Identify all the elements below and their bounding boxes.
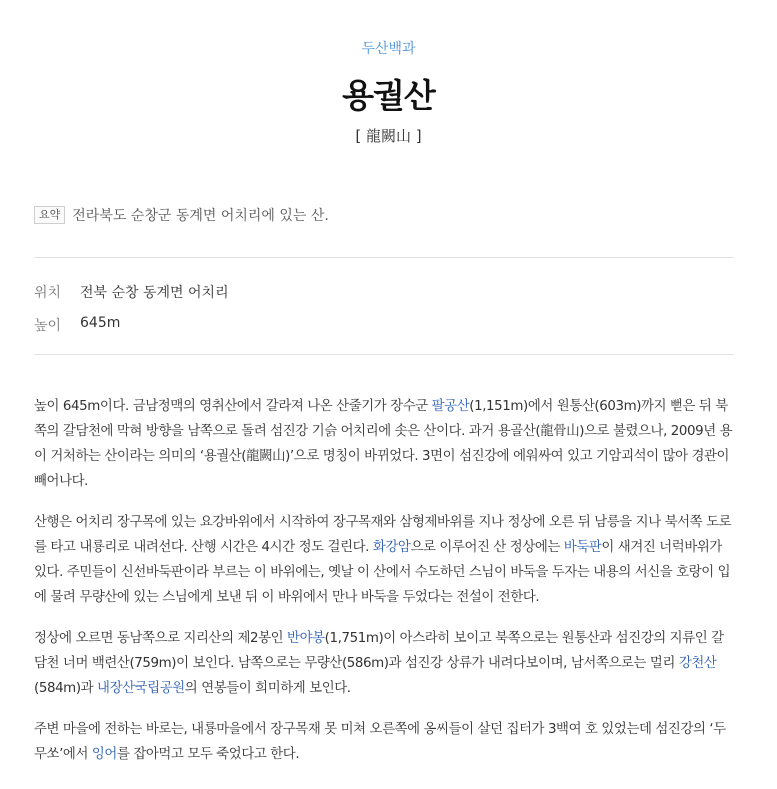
link-banyabong[interactable]: 반야봉	[287, 631, 325, 646]
info-value: 645m	[80, 315, 121, 331]
link-gangcheonsan[interactable]: 강천산	[678, 656, 717, 671]
paragraph	[34, 626, 734, 701]
link-naejangsan-park[interactable]: 내장산국립공원	[97, 681, 185, 696]
info-row-location	[34, 282, 229, 302]
text-span: 으로 이루어진 산 정상에는	[410, 540, 564, 555]
hanja-subtitle: [ 龍闕山 ]	[355, 127, 422, 145]
source-link[interactable]: 두산백과	[361, 41, 416, 57]
page-title: 용궐산	[342, 76, 435, 115]
text-span: 의 연봉들이 희미하게 보인다.	[184, 681, 351, 696]
summary-text: 전라북도 순창군 동계면 어치리에 있는 산.	[72, 208, 329, 224]
text-span: 이 새겨진 너럭바위가 있다. 주민들이 신선바둑판이라 부르는 이 바위에는, 옛날 이 산에서 수도하던 스님이 바둑을 두자는 내용의 서신을 호랑이 입에 물려 무량산에 있는 스님에게 보낸 뒤 이 바위에서 만나 바둑을 두었다는 전설이 전한다.	[34, 540, 731, 605]
divider	[34, 257, 734, 258]
paragraph	[34, 510, 734, 610]
link-baduk-board[interactable]: 바둑판	[563, 540, 602, 555]
text-span: (584m)과	[34, 681, 98, 696]
info-row-height	[34, 315, 120, 335]
info-value: 전북 순창 동계면 어치리	[80, 285, 229, 301]
info-label: 높이	[34, 318, 62, 334]
summary	[34, 205, 329, 225]
divider	[34, 354, 734, 355]
summary-badge: 요약	[34, 206, 65, 224]
link-carp[interactable]: 잉어	[91, 747, 117, 762]
text-span: 산행은 어치리 장구목에 있는 요강바위에서 시작하여 장구목재와 삼형제바위를 지나 정상에 오른 뒤 남릉을 지나 북서쪽 도로를 타고 내룡리로 내려선다. 산행 시간은 4시간 정도 걸린다.	[34, 515, 732, 555]
text-span: 높이 645m이다. 금남정맥의 영취산에서 갈라져 나온 산줄기가 장수군	[34, 399, 432, 414]
text-span: 주변 마을에 전하는 바로는, 내룡마을에서 장구목재 못 미쳐 오른쪽에 옹씨들이 살던 집터가 3백여 호 있었는데 섬진강의 ‘두무쏘’에서	[34, 722, 726, 762]
text-span: (1,751m)이 아스라히 보이고 북쪽으로는 원통산과 섬진강의 지류인 갈담천 너머 백련산(759m)이 보인다. 남쪽으로는 무량산(586m)과 섬진강 상류가 내려다보이며, 남서쪽으로는 멀리	[34, 631, 724, 671]
article-body	[34, 394, 734, 783]
link-granite[interactable]: 화강암	[372, 540, 411, 555]
link-palgongsan[interactable]: 팔공산	[431, 399, 470, 414]
paragraph	[34, 394, 734, 494]
text-span: 를 잡아먹고 모두 죽었다고 한다.	[116, 747, 300, 762]
text-span: 정상에 오르면 동남쪽으로 지리산의 제2봉인	[34, 631, 288, 646]
paragraph	[34, 717, 734, 767]
info-label: 위치	[34, 285, 62, 301]
text-span: (1,151m)에서 원통산(603m)까지 뻗은 뒤 북쪽의 갈담천에 막혀 방향을 남쪽으로 돌려 섬진강 기슭 어치리에 솟은 산이다. 과거 용골산(龍骨山)으로 불렸으나, 2009년 용이 거처하는 산이라는 의미의 ‘용궐산(龍闕山)’으로 명칭이 바뀌었다. 3면이 섬진강에 에워싸여 있고 기암괴석이 많아 경관이 빼어나다.	[34, 399, 733, 489]
